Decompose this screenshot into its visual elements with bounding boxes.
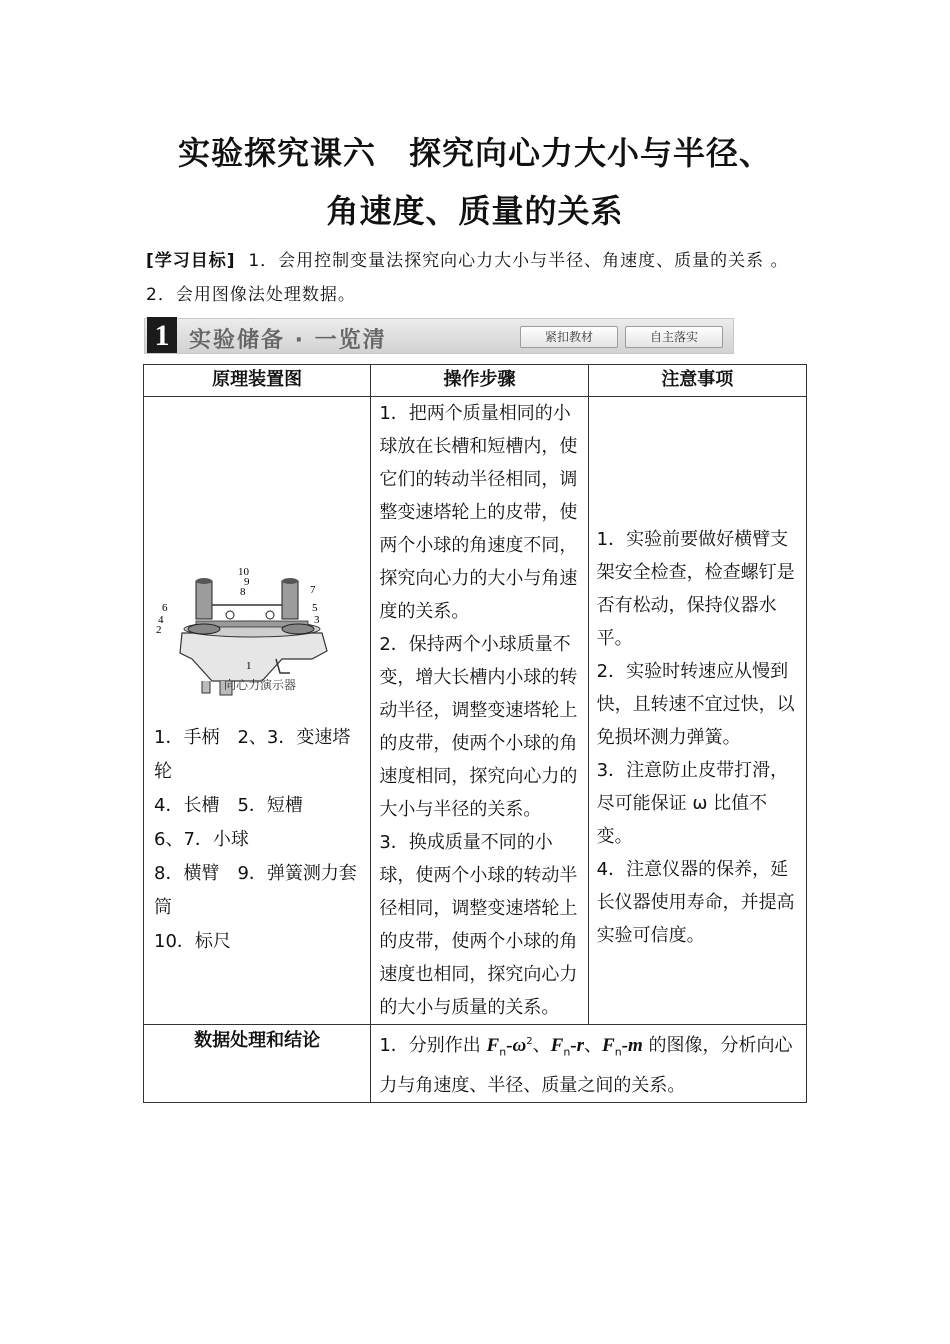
steps-cell	[371, 397, 588, 1025]
page-title-line1: 实验探究课六 探究向心力大小与半径、	[177, 134, 772, 172]
centripetal-force-apparatus-icon	[152, 561, 352, 711]
omega-symbol: -ω	[506, 1035, 527, 1056]
self-study-button[interactable]: 自主落实	[625, 326, 723, 348]
page-title-line2: 角速度、质量的关系	[326, 192, 624, 230]
experiment-table	[143, 364, 807, 1103]
step-item: 3．换成质量不同的小球，使两个小球的转动半径相同，调整变速塔轮上的皮带，使两个小球的角速度也相同，探究向心力的大小与质量的关系。	[379, 832, 578, 1018]
label-9: 9	[244, 576, 250, 588]
note-item: 1．实验前要做好横臂支架安全检查，检查螺钉是否有松动，保持仪器水平。	[596, 529, 795, 649]
conclusion-header: 数据处理和结论	[144, 1025, 371, 1103]
radius-symbol: -r	[570, 1035, 585, 1056]
legend-item: 1．手柄 2、3．变速塔轮	[154, 727, 351, 782]
note-item: 4．注意仪器的保养，延长仪器使用寿命，并提高实验可信度。	[596, 859, 795, 946]
table-header-row	[144, 365, 807, 397]
label-7: 7	[310, 584, 316, 596]
label-6: 6	[162, 602, 168, 614]
force-symbol: F	[486, 1035, 500, 1056]
separator: 、	[584, 1035, 603, 1056]
legend-item: 6、7．小球	[154, 829, 249, 850]
conclusion-text	[371, 1025, 807, 1103]
figure-caption: 向心力演示器	[224, 678, 297, 692]
notes-cell	[588, 397, 806, 1025]
superscript-2: 2	[526, 1036, 533, 1047]
header-notes: 注意事项	[588, 365, 806, 397]
conclusion-suffix: 的图像，分析向心力与角速度、半径、质量之间的关系。	[379, 1035, 793, 1096]
textbook-button[interactable]: 紧扣教材	[520, 326, 618, 348]
objectives-label: [学习目标]	[146, 251, 236, 271]
subscript-n: n	[614, 1045, 622, 1059]
table-row	[144, 397, 807, 1025]
legend-item: 8．横臂 9．弹簧测力套筒	[154, 863, 357, 918]
note-item: 3．注意防止皮带打滑，尽可能保证 ω 比值不变。	[596, 760, 789, 847]
force-symbol: F	[550, 1035, 564, 1056]
label-2: 2	[156, 624, 162, 636]
mass-symbol: -m	[621, 1035, 643, 1056]
conclusion-prefix: 1．分别作出	[379, 1035, 487, 1056]
legend-item: 10．标尺	[154, 931, 231, 952]
note-item: 2．实验时转速应从慢到快，且转速不宜过快，以免损坏测力弹簧。	[596, 661, 795, 748]
objective-2: 2．会用图像法处理数据。	[146, 285, 356, 305]
section-label: 实验储备 · 一览清	[189, 328, 387, 353]
principle-cell	[144, 397, 371, 1025]
header-steps: 操作步骤	[371, 365, 588, 397]
label-10: 10	[238, 566, 249, 578]
label-8: 8	[240, 586, 246, 598]
learning-objectives	[146, 244, 816, 312]
objective-1: 1．会用控制变量法探究向心力大小与半径、角速度、质量的关系 。	[248, 251, 789, 271]
force-symbol: F	[602, 1035, 615, 1056]
subscript-n: n	[499, 1045, 507, 1059]
notes-list	[597, 397, 798, 952]
step-item: 2．保持两个小球质量不变，增大长槽内小球的转动半径，调整变速塔轮上的皮带，使两个小球的角速度相同，探究向心力的大小与半径的关系。	[379, 634, 578, 820]
section-banner	[144, 318, 734, 354]
subscript-n: n	[563, 1045, 571, 1059]
label-3: 3	[314, 614, 320, 626]
step-item: 1．把两个质量相同的小球放在长槽和短槽内，使它们的转动半径相同，调整变速塔轮上的皮带，使两个小球的角速度不同，探究向心力的大小与角速度的关系。	[379, 403, 578, 622]
section-number: 1	[147, 317, 177, 353]
label-5: 5	[312, 602, 318, 614]
separator: 、	[532, 1035, 551, 1056]
label-4: 4	[158, 614, 164, 626]
apparatus-figure	[152, 397, 362, 721]
conclusion-row	[144, 1025, 807, 1103]
header-principle: 原理装置图	[144, 365, 371, 397]
legend-item: 4．长槽 5．短槽	[154, 795, 303, 816]
label-1: 1	[246, 660, 252, 672]
